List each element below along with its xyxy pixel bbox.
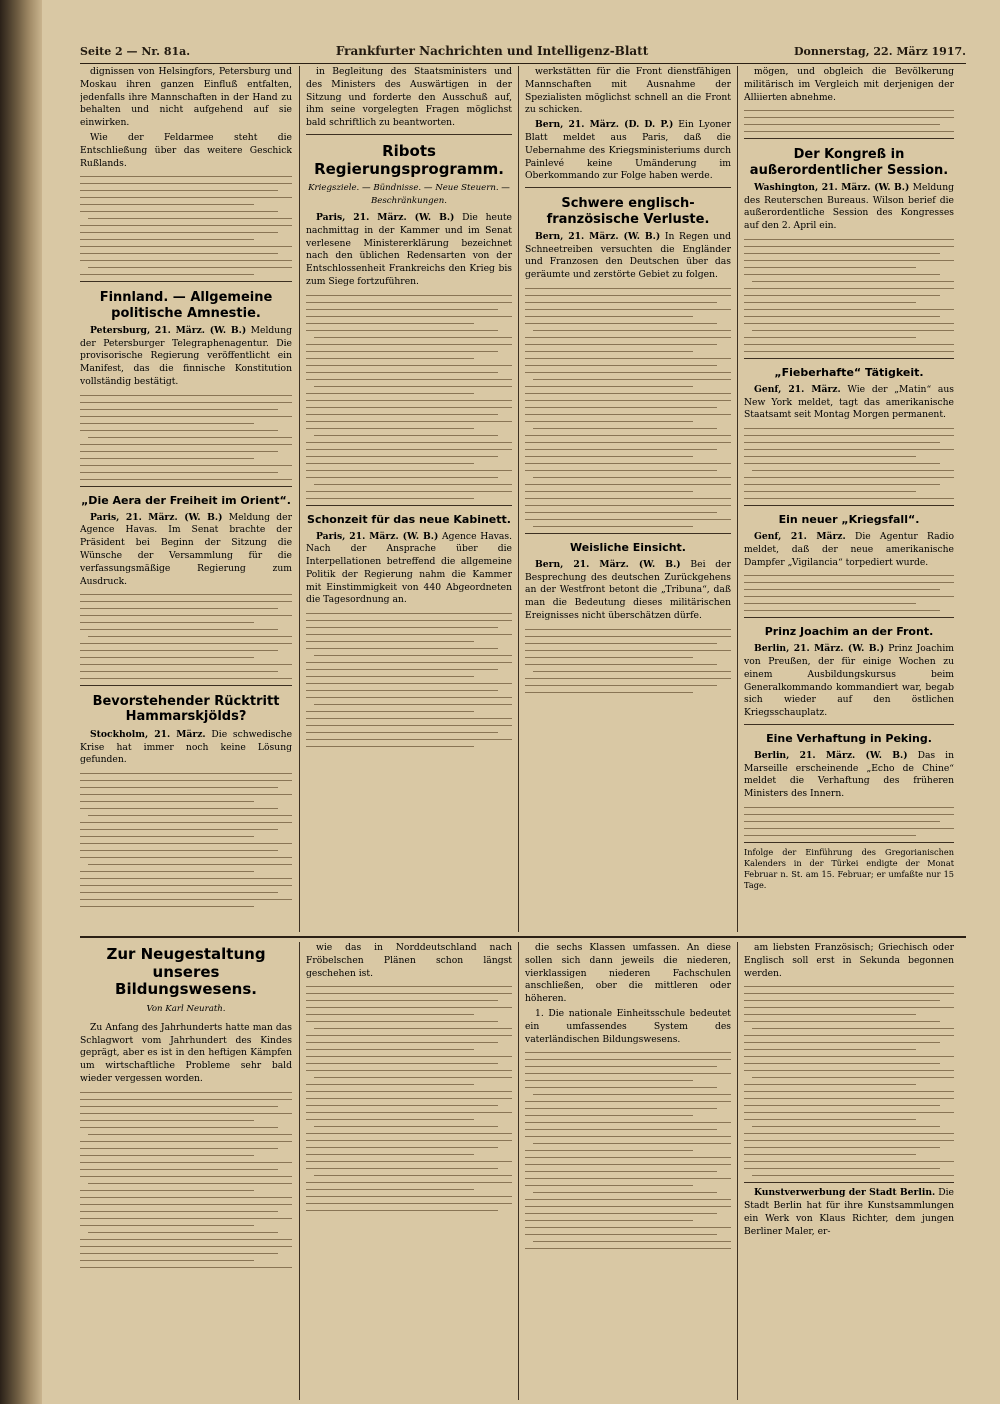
col2-intro: in Begleitung des Staatsministers und des Ministers des Auswärtigen in der Sitzung und forderte den Ausschuß auf, ihm seine vorgelegten Fragen möglichst bald schriftlich zu beantworten.: [306, 66, 512, 129]
divider: [744, 358, 954, 359]
text-lines: [744, 110, 954, 132]
text-lines: [80, 176, 292, 275]
top-section: [80, 66, 966, 934]
article-text: Das in Marseille erscheinende „Echo de Chine“ meldet die Verhaftung des früheren Ministers des Innern.: [744, 749, 954, 800]
feuilleton-column-3: [525, 942, 731, 1400]
headline-aera-freiheit: „Die Aera der Freiheit im Orient“.: [81, 493, 291, 507]
dateline: Petersburg, 21. März. (W. B.): [90, 324, 247, 336]
masthead-page-number: Seite 2 — Nr. 81a.: [80, 45, 191, 58]
masthead-date: Donnerstag, 22. März 1917.: [793, 45, 966, 58]
column-rule: [518, 66, 519, 932]
footnote-kalender: Infolge der Einführung des Gregorianischen Kalenders in der Türkei endigte der Monat Februar n. St. am 15. Februar; er umfaßte nur 15 Tage.: [744, 846, 954, 890]
feuilleton-byline: Von Karl Neurath.: [146, 1004, 226, 1015]
feuilleton-p1: Zu Anfang des Jahrhunderts hatte man das Schlagwort vom Jahrhundert des Kindes geprägt, aber es ist in den heftigen Kämpfen um wirtschaftliche Probleme sehr bald wieder vergessen worden.: [80, 1021, 292, 1085]
text-lines: [80, 1092, 292, 1268]
headline-peking: Eine Verhaftung in Peking.: [766, 731, 932, 745]
article-text: Prinz Joachim von Preußen, der für einige Wochen zu einem Ausbildungskursus beim Generalkommando kommandiert war, begab sich wieder auf den östlichen Kriegsschauplatz.: [744, 643, 954, 719]
text-lines: [306, 295, 512, 499]
headline-ribot: Ribots Regierungsprogramm.: [314, 141, 504, 178]
divider: [525, 187, 731, 188]
section-rule: [80, 936, 966, 938]
text-lines: [744, 575, 954, 611]
dateline: Genf, 21. März.: [754, 530, 846, 542]
col4-intro: mögen, und obgleich die Bevölkerung militärisch im Vergleich mit derjenigen der Alliierten abnehme.: [744, 66, 954, 103]
article-text: Meldung der Petersburger Telegraphenagentur. Die provisorische Regierung veröffentlicht ein Manifest, das die finnische Konstitution vollständig bestätigt.: [80, 324, 292, 388]
article-text: Die heute nachmittag in der Kammer und im Senat verlesene Ministererklärung bezeichnet nach den üblichen Redensarten von der Entschlossenheit Frankreichs den Krieg bis zum Siege fortzuführen.: [306, 211, 512, 287]
headline-prinz-joachim: Prinz Joachim an der Front.: [764, 625, 934, 639]
column-rule: [299, 66, 300, 932]
notice-lead: Kunstverwerbung der Stadt Berlin.: [754, 1187, 936, 1199]
article-text: Meldung des Reuterschen Bureaus. Wilson berief die außerordentliche Session des Kongresses auf den 2. April ein.: [744, 181, 954, 232]
divider: [744, 1182, 954, 1183]
feuilleton-c2-intro: wie das in Norddeutschland nach Fröbelschen Plänen schon längst geschehen ist.: [306, 942, 512, 979]
bottom-section: [80, 942, 966, 1402]
dateline: Bern, 21. März. (W. B.): [535, 230, 661, 242]
article-text: Agence Havas. Nach der Ansprache über die Interpellationen betreffend die allgemeine Politik der Regierung nahm die Kammer mit Einstimmigkeit von 440 Abgeordneten die Tagesordnung an.: [306, 530, 512, 606]
text-lines: [744, 807, 954, 836]
col1-p2: Wie der Feldarmee steht die Entschließung über das weitere Geschick Rußlands.: [80, 131, 292, 169]
article-text: Wie der „Matin“ aus New York meldet, tagt das amerikanische Staatsamt seit Montag Morgen permanent.: [744, 383, 954, 421]
divider: [744, 138, 954, 139]
divider: [80, 281, 292, 282]
column-rule: [518, 942, 519, 1400]
headline-hammarskjold: Bevorstehender Rücktritt Hammarskjölds?: [92, 694, 280, 725]
divider: [80, 486, 292, 487]
text-lines: [744, 428, 954, 499]
dateline: Bern, 21. März. (D. D. P.): [535, 119, 674, 131]
subheadline-ribot: Kriegsziele. — Bündnisse. — Neue Steuern. — Beschränkungen.: [308, 183, 510, 207]
text-lines: [306, 613, 512, 747]
headline-finnland: Finnland. — Allgemeine politische Amnestie.: [99, 290, 273, 321]
text-lines: [80, 773, 292, 907]
text-lines: [306, 986, 512, 1211]
dateline: Stockholm, 21. März.: [90, 728, 206, 740]
headline-fieberhaft: „Fieberhafte“ Tätigkeit.: [774, 365, 924, 379]
col1-intro: dignissen von Helsingfors, Petersburg und Moskau ihren ganzen Einfluß entfalten, jedenfalls ihre Mannschaften in der Hand zu behalten und nicht aufgehend auf sie einwirken.: [80, 66, 292, 129]
headline-kongress: Der Kongreß in außerordentlicher Session.: [749, 147, 949, 178]
text-lines: [525, 629, 731, 693]
headline-kriegsfall: Ein neuer „Kriegsfall“.: [778, 512, 920, 526]
binding-spine: [0, 0, 42, 1404]
text-lines: [525, 1052, 731, 1249]
feuilleton-title: Zur Neugestaltung unseres Bildungswesens.: [106, 945, 266, 999]
divider: [80, 685, 292, 686]
column-4: [744, 66, 954, 932]
article-text: Ein Lyoner Blatt meldet aus Paris, daß die Uebernahme des Kriegsministeriums durch Painlevé keine Umänderung im Oberkommando zur Folge haben werde.: [525, 119, 731, 182]
feuilleton-column-2: [306, 942, 512, 1400]
divider: [744, 617, 954, 618]
column-rule: [737, 942, 738, 1400]
feuilleton-c4-intro: am liebsten Französisch; Griechisch oder Englisch soll erst in Sekunda begonnen werden.: [744, 942, 954, 979]
divider: [744, 842, 954, 843]
dateline: Genf, 21. März.: [754, 383, 841, 395]
divider: [306, 134, 512, 135]
dateline: Paris, 21. März. (W. B.): [316, 211, 455, 223]
text-lines: [744, 239, 954, 352]
text-lines: [80, 395, 292, 480]
dateline: Washington, 21. März. (W. B.): [754, 181, 910, 193]
article-text: Bei der Besprechung des deutschen Zurückgehens an der Westfront betont die „Tribuna“, daß man die Bedeutung dieses militärischen Ereignisses nicht überschätzen dürfe.: [525, 558, 731, 621]
feuilleton-column-1: [80, 942, 292, 1400]
feuilleton-column-4: [744, 942, 954, 1400]
headline-schonzeit: Schonzeit für das neue Kabinett.: [307, 512, 511, 526]
notice-text: Die Stadt Berlin hat für ihre Kunstsammlungen ein Werk von Klaus Richter, dem jungen Berliner Maler, er-: [744, 1187, 954, 1237]
divider: [306, 505, 512, 506]
column-3: [525, 66, 731, 932]
masthead-title: Frankfurter Nachrichten und Intelligenz-Blatt: [335, 44, 649, 58]
dateline: Paris, 21. März. (W. B.): [316, 530, 439, 542]
headline-einsicht: Weisliche Einsicht.: [570, 540, 686, 554]
text-lines: [80, 594, 292, 679]
headline-verluste: Schwere englisch-französische Verluste.: [546, 196, 710, 227]
feuilleton-c3-points: 1. Die nationale Einheitsschule bedeutet ein umfassendes System des vaterländischen Bildungswesens.: [525, 1007, 731, 1045]
column-rule: [737, 66, 738, 932]
column-rule: [299, 942, 300, 1400]
article-text: In Regen und Schneetreiben versuchten die Engländer und Franzosen den Deutschen über das geräumte und zerstörte Gebiet zu folgen.: [525, 230, 731, 281]
article-text: Die schwedische Krise hat immer noch keine Lösung gefunden.: [80, 728, 292, 766]
column-1: [80, 66, 292, 932]
dateline: Bern, 21. März. (W. B.): [535, 558, 681, 570]
article-text: Die Agentur Radio meldet, daß der neue amerikanische Dampfer „Vigilancia“ torpediert wurde.: [744, 530, 954, 568]
masthead: [80, 44, 966, 64]
divider: [525, 533, 731, 534]
dateline: Paris, 21. März. (W. B.): [90, 511, 223, 523]
dateline: Berlin, 21. März. (W. B.): [754, 749, 908, 761]
text-lines: [525, 288, 731, 527]
column-2: [306, 66, 512, 932]
divider: [744, 505, 954, 506]
divider: [744, 724, 954, 725]
col3-intro: werkstätten für die Front dienstfähigen Mannschaften mit Ausnahme der Spezialisten möglichst schnell an die Front zu schicken.: [525, 66, 731, 116]
feuilleton-c3-intro: die sechs Klassen umfassen. An diese sollen sich dann jeweils die niederen, vierklassigen niederen Fachschulen anschließen, ober die mittleren oder höheren.: [525, 942, 731, 1005]
article-text: Meldung der Agence Havas. Im Senat brachte der Präsident bei Beginn der Sitzung die Wünsche der Versammlung für die verfassungsmäßige Regierung zum Ausdruck.: [80, 511, 292, 587]
text-lines: [744, 986, 954, 1176]
dateline: Berlin, 21. März. (W. B.): [754, 643, 885, 655]
